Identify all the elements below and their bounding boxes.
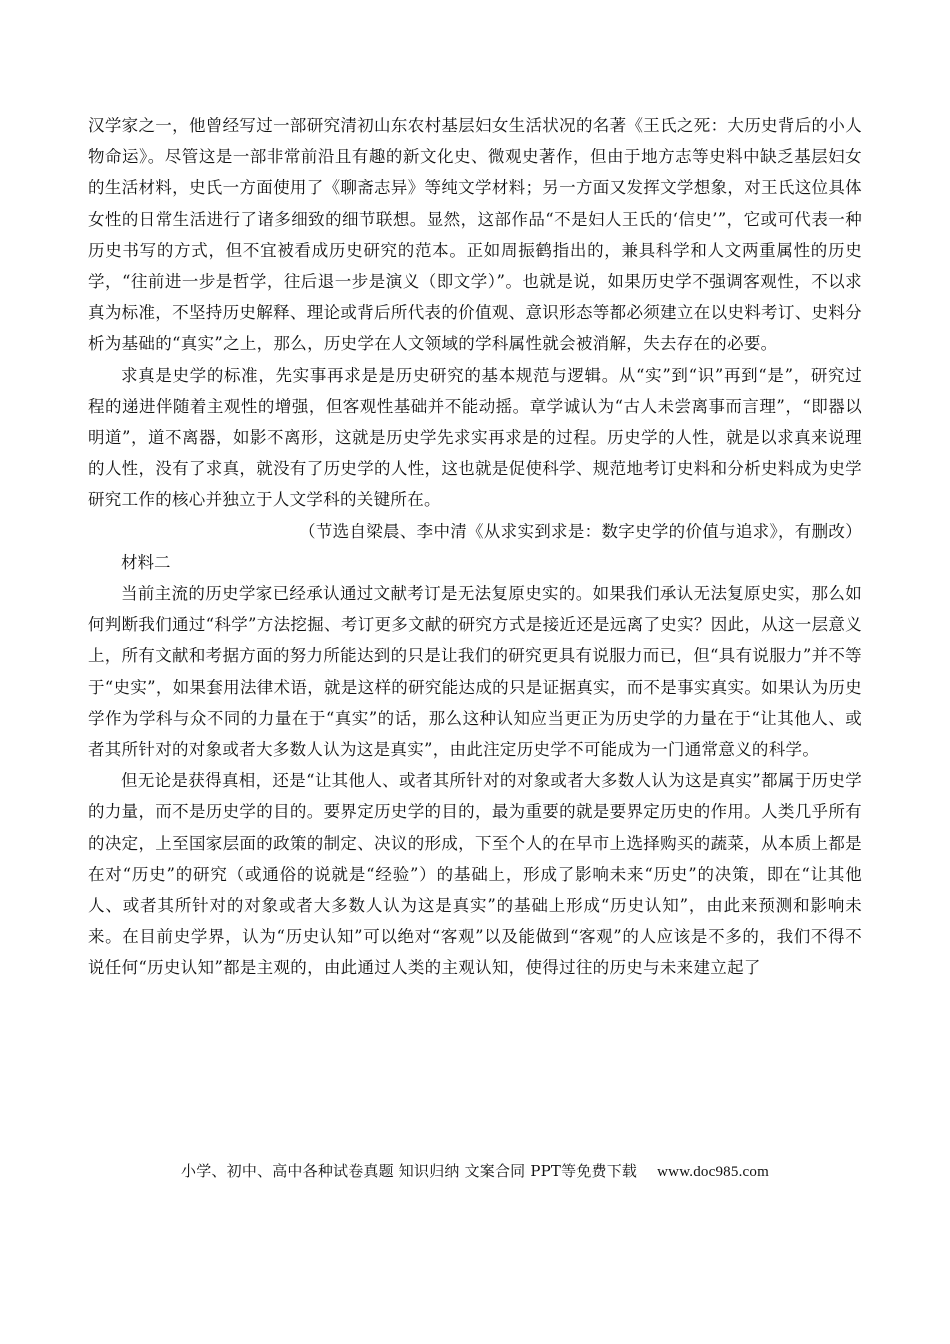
- paragraph-material2-second: 但无论是获得真相，还是“让其他人、或者其所针对的对象或者大多数人认为这是真实”都属于历史学的力量，而不是历史学的目的。要界定历史学的目的，最为重要的就是要界定历史的作用。人类几乎所有的决定，上至国家层面的政策的制定、决议的形成，下至个人的在早市上选择购买的蔬菜，从本质上都是在对“历史”的研究（或通俗的说就是“经验”）的基础上，形成了影响未来“历史”的决策，即在“让其他人、或者其所针对的对象或者大多数人认为这是真实”的基础上形成“历史认知”，由此来预测和影响未来。在目前史学界，认为“历史认知”可以绝对“客观”以及能做到“客观”的人应该是不多的，我们不得不说任何“历史认知”都是主观的，由此通过人类的主观认知，使得过往的历史与未来建立起了: [88, 771, 862, 978]
- footer-text: 小学、初中、高中各种试卷真题 知识归纳 文案合同 PPT等免费下载: [181, 1162, 638, 1180]
- section-label-material2: 材料二: [121, 552, 171, 572]
- footer-url[interactable]: www.doc985.com: [657, 1164, 769, 1180]
- paragraph-material1-continued: 汉学家之一，他曾经写过一部研究清初山东农村基层妇女生活状况的名著《王氏之死：大历史背后的小人物命运》。尽管这是一部非常前沿且有趣的新文化史、微观史著作，但由于地方志等史料中缺乏基层妇女的生活材料，史氏一方面使用了《聊斋志异》等纯文学材料；另一方面又发挥文学想象，对王氏这位具体女性的日常生活进行了诸多细致的细节联想。显然，这部作品“不是妇人王氏的‘信史’”，它或可代表一种历史书写的方式，但不宜被看成历史研究的范本。正如周振鹤指出的，兼具科学和人文两重属性的历史学，“往前进一步是哲学，往后退一步是演义（即文学）”。也就是说，如果历史学不强调客观性，不以求真为标准，不坚持历史解释、理论或背后所代表的价值观、意识形态等都必须建立在以史料考订、史料分析为基础的“真实”之上，那么，历史学在人文领域的学科属性就会被消解，失去存在的必要。: [88, 116, 862, 354]
- paragraph-material1-qiuzhen: 求真是史学的标准，先实事再求是是历史研究的基本规范与逻辑。从“实”到“识”再到“是”，研究过程的递进伴随着主观性的增强，但客观性基础并不能动摇。章学诚认为“古人未尝离事而言理”，“即器以明道”，道不离器，如影不离形，这就是历史学先求实再求是的过程。历史学的人性，就是以求真来说理的人性，没有了求真，就没有了历史学的人性，这也就是促使科学、规范地考订史料和分析史料成为史学研究工作的核心并独立于人文学科的关键所在。: [88, 365, 862, 510]
- source-citation: （节选自梁晨、李中清《从求实到求是：数字史学的价值与追求》，有删改）: [299, 521, 862, 541]
- document-body: [88, 110, 862, 984]
- page-footer: [0, 1160, 950, 1181]
- paragraph-material2-first: 当前主流的历史学家已经承认通过文献考订是无法复原史实的。如果我们承认无法复原史实，那么如何判断我们通过“科学”方法挖掘、考订更多文献的研究方式是接近还是远离了史实？因此，从这一层意义上，所有文献和考据方面的努力所能达到的只是让我们的研究更具有说服力而已，但“具有说服力”并不等于“史实”，如果套用法律术语，就是这样的研究能达成的只是证据真实，而不是事实真实。如果认为历史学作为学科与众不同的力量在于“真实”的话，那么这种认知应当更正为历史学的力量在于“让其他人、或者其所针对的对象或者大多数人认为这是真实”，由此注定历史学不可能成为一门通常意义的科学。: [88, 584, 862, 760]
